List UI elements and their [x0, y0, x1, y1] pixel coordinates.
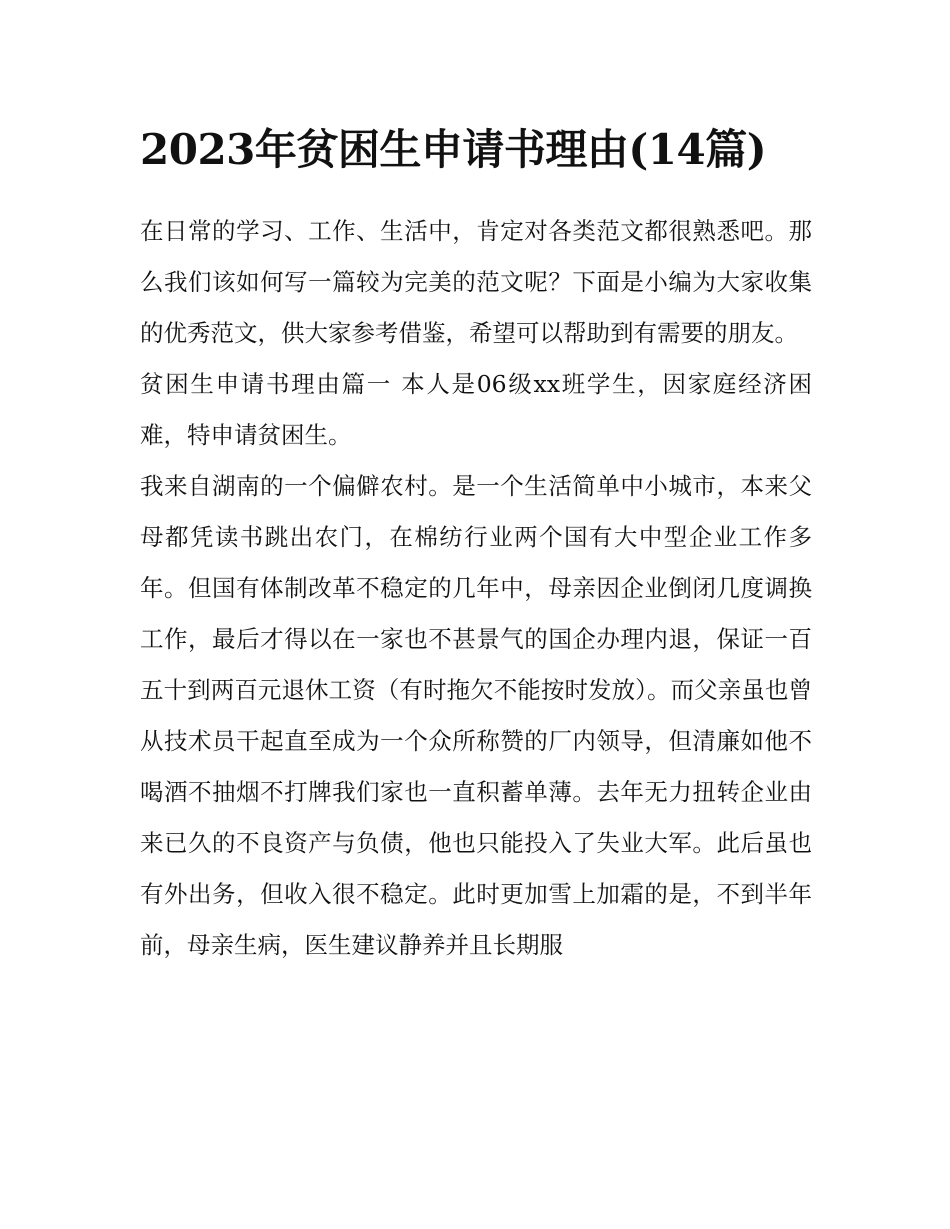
section-one-paragraph: 贫困生申请书理由篇一 本人是06级xx班学生，因家庭经济困难，特申请贫困生。 — [140, 370, 812, 449]
document-title: 2023年贫困生申请书理由(14篇) — [140, 125, 767, 174]
intro-paragraph: 在日常的学习、工作、生活中，肯定对各类范文都很熟悉吧。那么我们该如何写一篇较为完美的范文呢？下面是小编为大家收集的优秀范文，供大家参考借鉴，希望可以帮助到有需要的朋友。 — [140, 217, 812, 347]
body-paragraph: 我来自湖南的一个偏僻农村。是一个生活简单中小城市，本来父母都凭读书跳出农门，在棉纺行业两个国有大中型企业工作多年。但国有体制改革不稳定的几年中，母亲因企业倒闭几度调换工作，最后才得以在一家也不甚景气的国企办理内退，保证一百五十到两百元退休工资（有时拖欠不能按时发放）。而父亲虽也曾从技术员干起直至成为一个众所称赞的厂内领导，但清廉如他不喝酒不抽烟不打牌我们家也一直积蓄单薄。去年无力扭转企业由来已久的不良资产与负债，他也只能投入了失业大军。此后虽也有外出务，但收入很不稳定。此时更加雪上加霜的是，不到半年前，母亲生病，医生建议静养并且长期服 — [140, 472, 812, 959]
document-page — [140, 118, 812, 971]
